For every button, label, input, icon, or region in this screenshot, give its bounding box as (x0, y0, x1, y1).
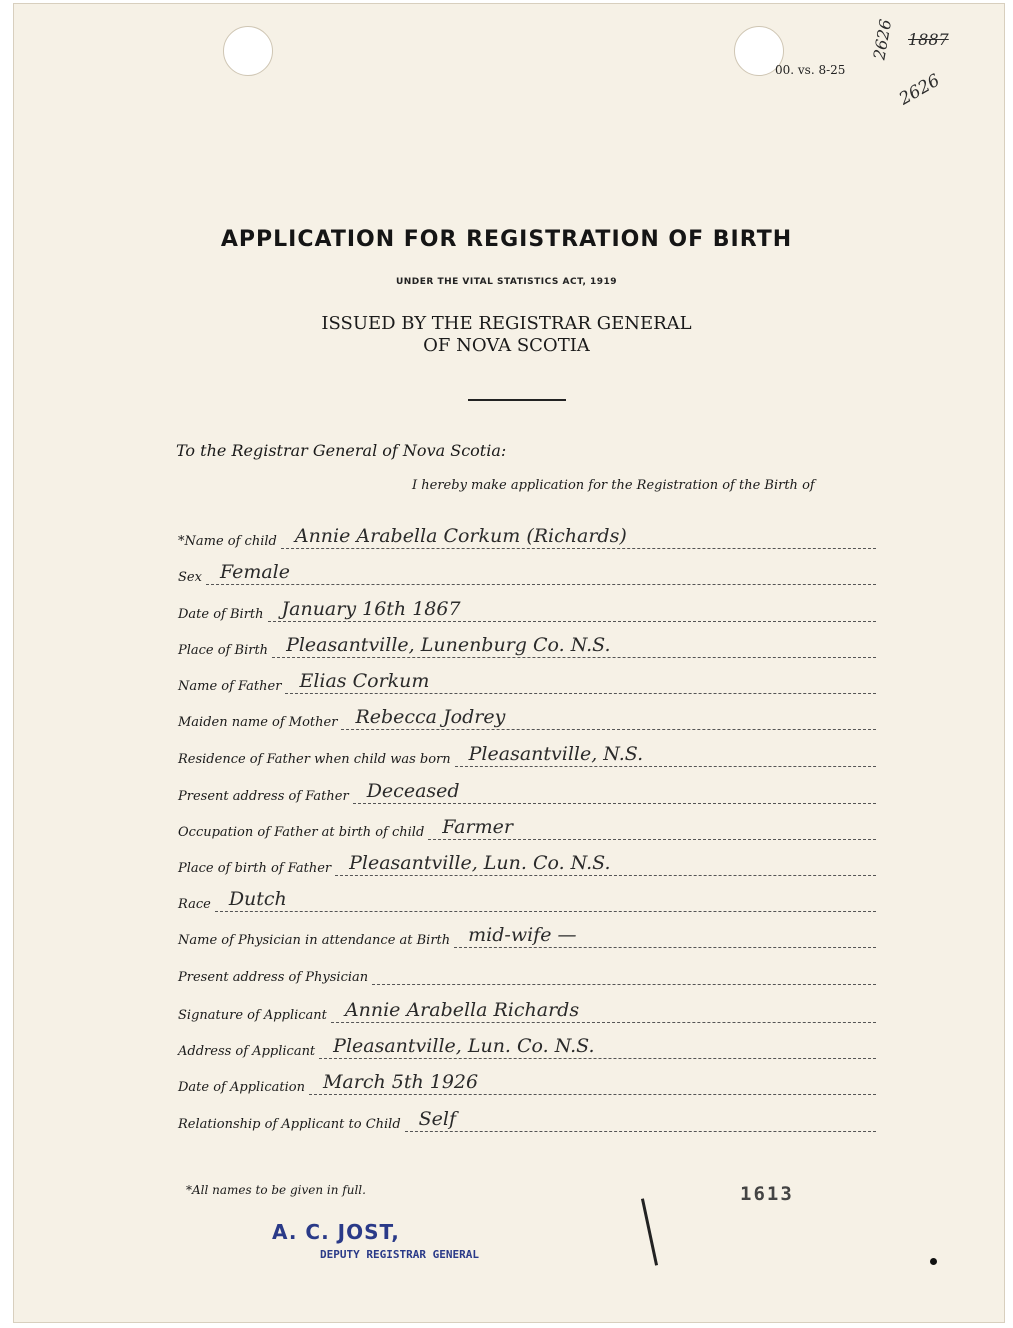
file-number: 1613 (740, 1183, 794, 1205)
field-line (372, 968, 876, 985)
footnote: *All names to be given in full. (186, 1183, 366, 1197)
field-line (206, 561, 876, 585)
field-address-of-applicant (178, 1037, 876, 1059)
field-line (319, 1035, 876, 1059)
field-line (331, 999, 876, 1023)
field-line (268, 598, 876, 622)
field-name-of-child (178, 527, 876, 549)
stamp-title: DEPUTY REGISTRAR GENERAL (320, 1248, 479, 1261)
field-value: March 5th 1926 (322, 1071, 479, 1093)
field-value: Self (418, 1108, 457, 1130)
field-name-of-physician (178, 926, 876, 948)
field-place-of-birth (178, 636, 876, 658)
ink-dot (930, 1258, 937, 1265)
field-value: Deceased (366, 780, 460, 802)
document-title: APPLICATION FOR REGISTRATION OF BIRTH (220, 227, 793, 252)
field-label: Present address of Physician (178, 970, 369, 985)
title-divider (468, 399, 566, 401)
punch-hole-left (223, 26, 273, 76)
field-line (428, 816, 876, 840)
field-present-address-of-father (178, 782, 876, 804)
field-label: Address of Applicant (178, 1044, 316, 1059)
field-label: Signature of Applicant (178, 1008, 327, 1023)
field-label: Residence of Father when child was born (178, 752, 451, 767)
field-line (309, 1071, 876, 1095)
field-label: Maiden name of Mother (178, 715, 338, 730)
field-label: Sex (178, 570, 202, 585)
field-line (335, 852, 876, 876)
field-value: Pleasantville, N.S. (468, 743, 644, 765)
corner-number-diagonal: 2626 (895, 70, 944, 110)
field-label: Name of Physician in attendance at Birth (178, 933, 451, 948)
field-line (353, 780, 876, 804)
field-value: Annie Arabella Corkum (Richards) (294, 525, 627, 547)
field-race (178, 890, 876, 912)
field-value: Pleasantville, Lunenburg Co. N.S. (286, 634, 611, 656)
field-name-of-father (178, 672, 876, 694)
field-line (281, 525, 876, 549)
field-line (215, 888, 876, 912)
field-label: Place of Birth (178, 643, 269, 658)
field-line (272, 634, 876, 658)
field-label: Relationship of Applicant to Child (178, 1117, 401, 1132)
field-line (454, 924, 876, 948)
corner-number-struck: 1887 (908, 30, 949, 49)
intro-text: I hereby make application for the Registration of the Birth of (412, 478, 815, 493)
field-label: Date of Birth (178, 607, 264, 622)
corner-number-vertical: 2626 (869, 17, 896, 62)
field-line (341, 706, 876, 730)
issued-by (0, 313, 1013, 357)
field-value: Farmer (442, 816, 513, 838)
stamp-name: A. C. JOST, (272, 1220, 400, 1244)
field-value: Elias Corkum (299, 670, 430, 692)
field-date-of-birth (178, 600, 876, 622)
field-line (455, 743, 876, 767)
document-subtitle: UNDER THE VITAL STATISTICS ACT, 1919 (395, 277, 618, 287)
field-label: Name of Father (178, 679, 282, 694)
field-label: Present address of Father (178, 789, 349, 804)
field-line (405, 1108, 876, 1132)
field-occupation-of-father (178, 818, 876, 840)
field-value: Annie Arabella Richards (344, 999, 580, 1021)
field-value: January 16th 1867 (281, 598, 461, 620)
field-signature-of-applicant (178, 1001, 876, 1023)
field-value: Pleasantville, Lun. Co. N.S. (349, 852, 611, 874)
field-date-of-application (178, 1073, 876, 1095)
field-maiden-name-of-mother (178, 708, 876, 730)
field-value: Dutch (228, 888, 287, 910)
field-place-of-birth-of-father (178, 854, 876, 876)
field-line (285, 670, 876, 694)
field-label: Occupation of Father at birth of child (178, 825, 425, 840)
issued-line-1: ISSUED BY THE REGISTRAR GENERAL (321, 313, 692, 334)
form-code: 00. vs. 8-25 (775, 63, 846, 77)
field-value: mid-wife — (468, 924, 577, 946)
field-present-address-of-physician (178, 963, 876, 985)
issued-line-2: OF NOVA SCOTIA (423, 335, 590, 356)
field-residence-of-father (178, 745, 876, 767)
field-value: Rebecca Jodrey (355, 706, 506, 728)
field-label: *Name of child (178, 534, 277, 549)
field-relationship-to-child (178, 1110, 876, 1132)
salutation: To the Registrar General of Nova Scotia: (176, 441, 507, 460)
field-value: Pleasantville, Lun. Co. N.S. (333, 1035, 595, 1057)
field-label: Place of birth of Father (178, 861, 332, 876)
field-label: Date of Application (178, 1080, 305, 1095)
field-sex (178, 563, 876, 585)
field-label: Race (178, 897, 211, 912)
field-value: Female (219, 561, 290, 583)
